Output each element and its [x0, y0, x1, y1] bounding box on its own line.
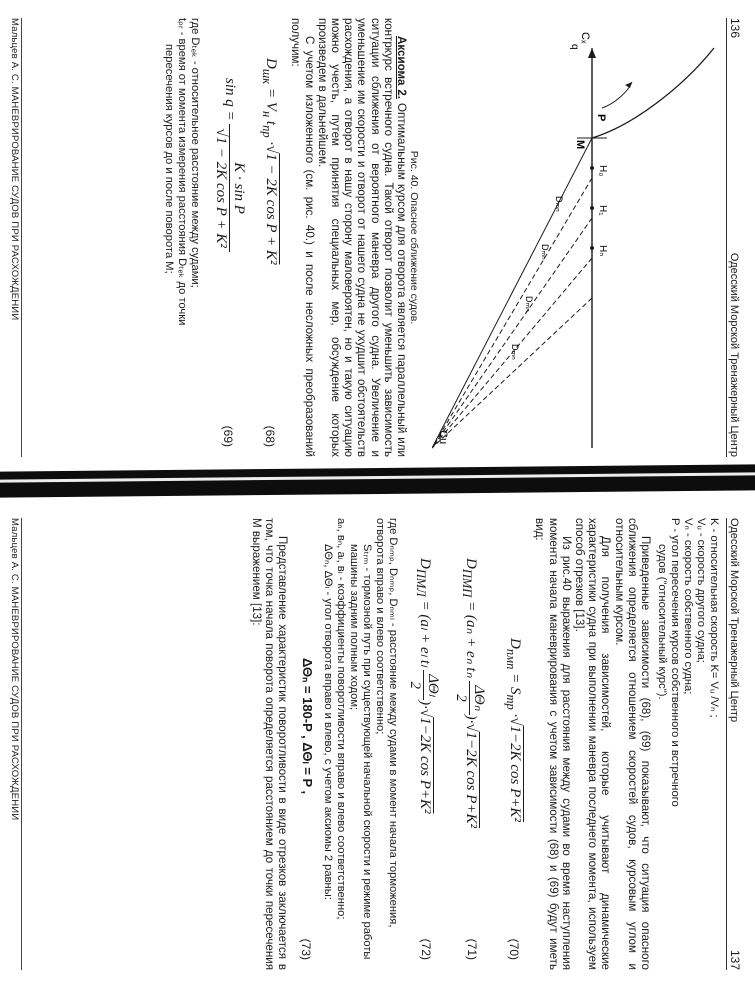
def-coeffs: aₙ, вₙ, aₗ, вₗ - коэффициенты поворотливости вправо и влево соответственно; — [335, 518, 348, 920]
label-p: P — [595, 114, 607, 122]
formula-69 — [207, 18, 247, 457]
dash-1 — [432, 178, 592, 448]
formula-70 — [497, 518, 527, 970]
formula-72-number: (72) — [419, 938, 434, 960]
label-h1: H₁ — [597, 205, 608, 216]
page-137 — [5, 504, 750, 982]
label-d1: Dₘₙ — [554, 196, 564, 212]
def-tpr: tₚᵣ - время от момента измерения расстояния Dₜₑₖ до точки — [176, 18, 189, 326]
formula-69-fraction: K · sin P √1 − 2K cos P + K² — [212, 124, 247, 251]
arc-arrow — [625, 82, 632, 88]
formula-68-body: $D_{шк} = V_н$ $t_{пр} \cdot√1 - 2K$ cos P + K² — [260, 58, 280, 265]
def-vu: Vᵤ - скорость другого судна; — [695, 518, 707, 663]
label-ccu: Cₓ — [579, 32, 591, 44]
label-d2: Dₘₙ — [540, 244, 550, 260]
label-ho: H₀ — [597, 165, 608, 177]
formula-68 — [253, 18, 283, 457]
formula-72-body: $D_{ПМЛ} = (a_l + e_l$ tₗ ΔΘₗ 2 )·√1−2K cos P+K² — [407, 558, 442, 814]
figure-40-diagram — [432, 18, 722, 458]
formula-71-body: $D_{ПМП} = (a_n + e_n$ tₙ ΔΘₙ 2 )·√1−2K cos P+K² — [453, 558, 488, 829]
point-1 — [590, 166, 594, 170]
para-expressions: Из рис.40 выражения для расстояния между судами во время наступления момента начала маневрирования с учетом зависимости (68) и (69) будут иметь вид: — [533, 518, 573, 970]
arrow-left — [588, 48, 596, 58]
axiom-title: Аксиома 2. — [395, 36, 408, 100]
axiom-block — [289, 18, 408, 457]
text-block-137 — [533, 518, 652, 970]
formula-70-body: $D_{пмп} = S_{тр} \cdot√1-2K$ cos P+K² — [504, 638, 524, 822]
def-dnmp: где Dₙₘₚ, Dₙₘₚ, Dₙₘₗ - расстояние между судами в момент начала торможения, отворота вправо и влево соответственно; — [374, 518, 400, 928]
definitions-top — [655, 518, 720, 970]
axiom-paragraph — [316, 18, 408, 457]
def-dtek: где Dₜₑₖ - относительное расстояние между судами; — [189, 18, 202, 288]
definitions-136 — [162, 18, 201, 457]
para-derivation: С учетом изложенного (см. рис. 40.) и после несложных преобразований получим: — [289, 18, 316, 457]
header-title: Одесский Морской Тренажерный Центр — [728, 518, 740, 723]
figure-40 — [422, 18, 722, 457]
formula-73 — [293, 518, 317, 970]
para-segments: Для получения зависимостей, которые учитывают динамические характеристики судна при выполнении маневра последнего момента, используем способ отрезков [13]. — [572, 518, 613, 970]
formula-73-number: (73) — [299, 938, 314, 960]
def-angles: ΔΘₙ, ΔΘₗ - угол отворота вправо и влево, с учетом аксиомы 2 равны: — [322, 544, 335, 900]
para-dependencies: Приведенные зависимости (68), (69) показывают, что ситуация опасного сближения определяется отношением скоростей судов, курсовым углом и относительным курсом. — [612, 518, 652, 970]
dash-4 — [432, 298, 592, 448]
label-hn: Hₙ — [597, 245, 608, 257]
formula-71-number: (71) — [465, 938, 480, 960]
line-to-cu — [432, 138, 592, 448]
axiom-text: Оптимальным курсом для отворота является параллельный или контркурс встречного судна. Такой отворот позволит уменьшить зависимость ситуации сближения от вероятного маневра другого судна. Увеличение и уменьшение им скорости и отворот от нашего судна не ухудшит обстоятельств расхождения, а отворот в нашу сторону маловероятен, но и такую ситуацию можно учесть, путем принятия специальных мер, обсуждение которых произведем в дальнейшем. — [315, 18, 408, 457]
text-block-end — [250, 518, 290, 970]
def-p-cont: судов ("относительный курс"). — [656, 544, 668, 700]
def-k: K - относительная скорость K= Vᵤ /Vₙ ; — [708, 518, 720, 718]
page-136 — [5, 4, 750, 469]
def-tpr-cont: пересечения курсов до и после поворота M; — [163, 44, 176, 274]
page-header — [726, 518, 742, 970]
page-number: 137 — [728, 949, 742, 970]
formula-70-number: (70) — [507, 938, 522, 960]
page-number: 136 — [728, 18, 742, 39]
formula-69-body: sin q = K · sin P √1 − 2K cos P + K² — [212, 78, 247, 252]
turn-curve — [592, 48, 714, 138]
page-footer: Мальцев А. С. МАНЕВРИРОВАНИЕ СУДОВ ПРИ РАСХОЖДЕНИИ — [9, 518, 22, 970]
page-header — [726, 18, 742, 457]
point-3 — [590, 246, 594, 250]
para-representation: Представление характеристик поворотливости в виде отрезков заключается в том, что точка начала поворота определяется расстоянием до точки пересечения M выражением [13]: — [249, 518, 290, 970]
label-q: q — [569, 44, 580, 50]
label-d3: Dₘₙ — [524, 296, 534, 312]
dash-2 — [432, 218, 592, 448]
definitions-mid — [321, 518, 399, 970]
formula-69-number: (69) — [221, 425, 236, 447]
def-p: P - угол пересечения курсов собственного и встречного — [669, 518, 681, 807]
label-cu: Cu — [437, 430, 449, 445]
page-footer: Мальцев А. С. МАНЕВРИРОВАНИЕ СУДОВ ПРИ РАСХОЖДЕНИИ — [9, 18, 22, 457]
point-2 — [590, 206, 594, 210]
label-m: M — [574, 140, 586, 150]
header-title: Одесский Морской Тренажерный Центр — [728, 252, 740, 457]
formula-68-number: (68) — [263, 425, 278, 447]
label-d4: Dₘₙ — [510, 344, 520, 360]
def-strm: Sₜᵣₘ - тормозной путь при существующей начальной скорости и режиме работы машины задним полным ходом; — [348, 544, 374, 960]
formula-71 — [451, 518, 491, 970]
formula-72 — [405, 518, 445, 970]
figure-caption: Рис. 40. Опасное сближение судов. — [408, 150, 420, 325]
formula-73-body: ΔΘₙ = 180-P , ΔΘₗ = P , — [300, 658, 316, 795]
def-vn: Vₙ - скорость собственного судна; — [682, 518, 694, 695]
